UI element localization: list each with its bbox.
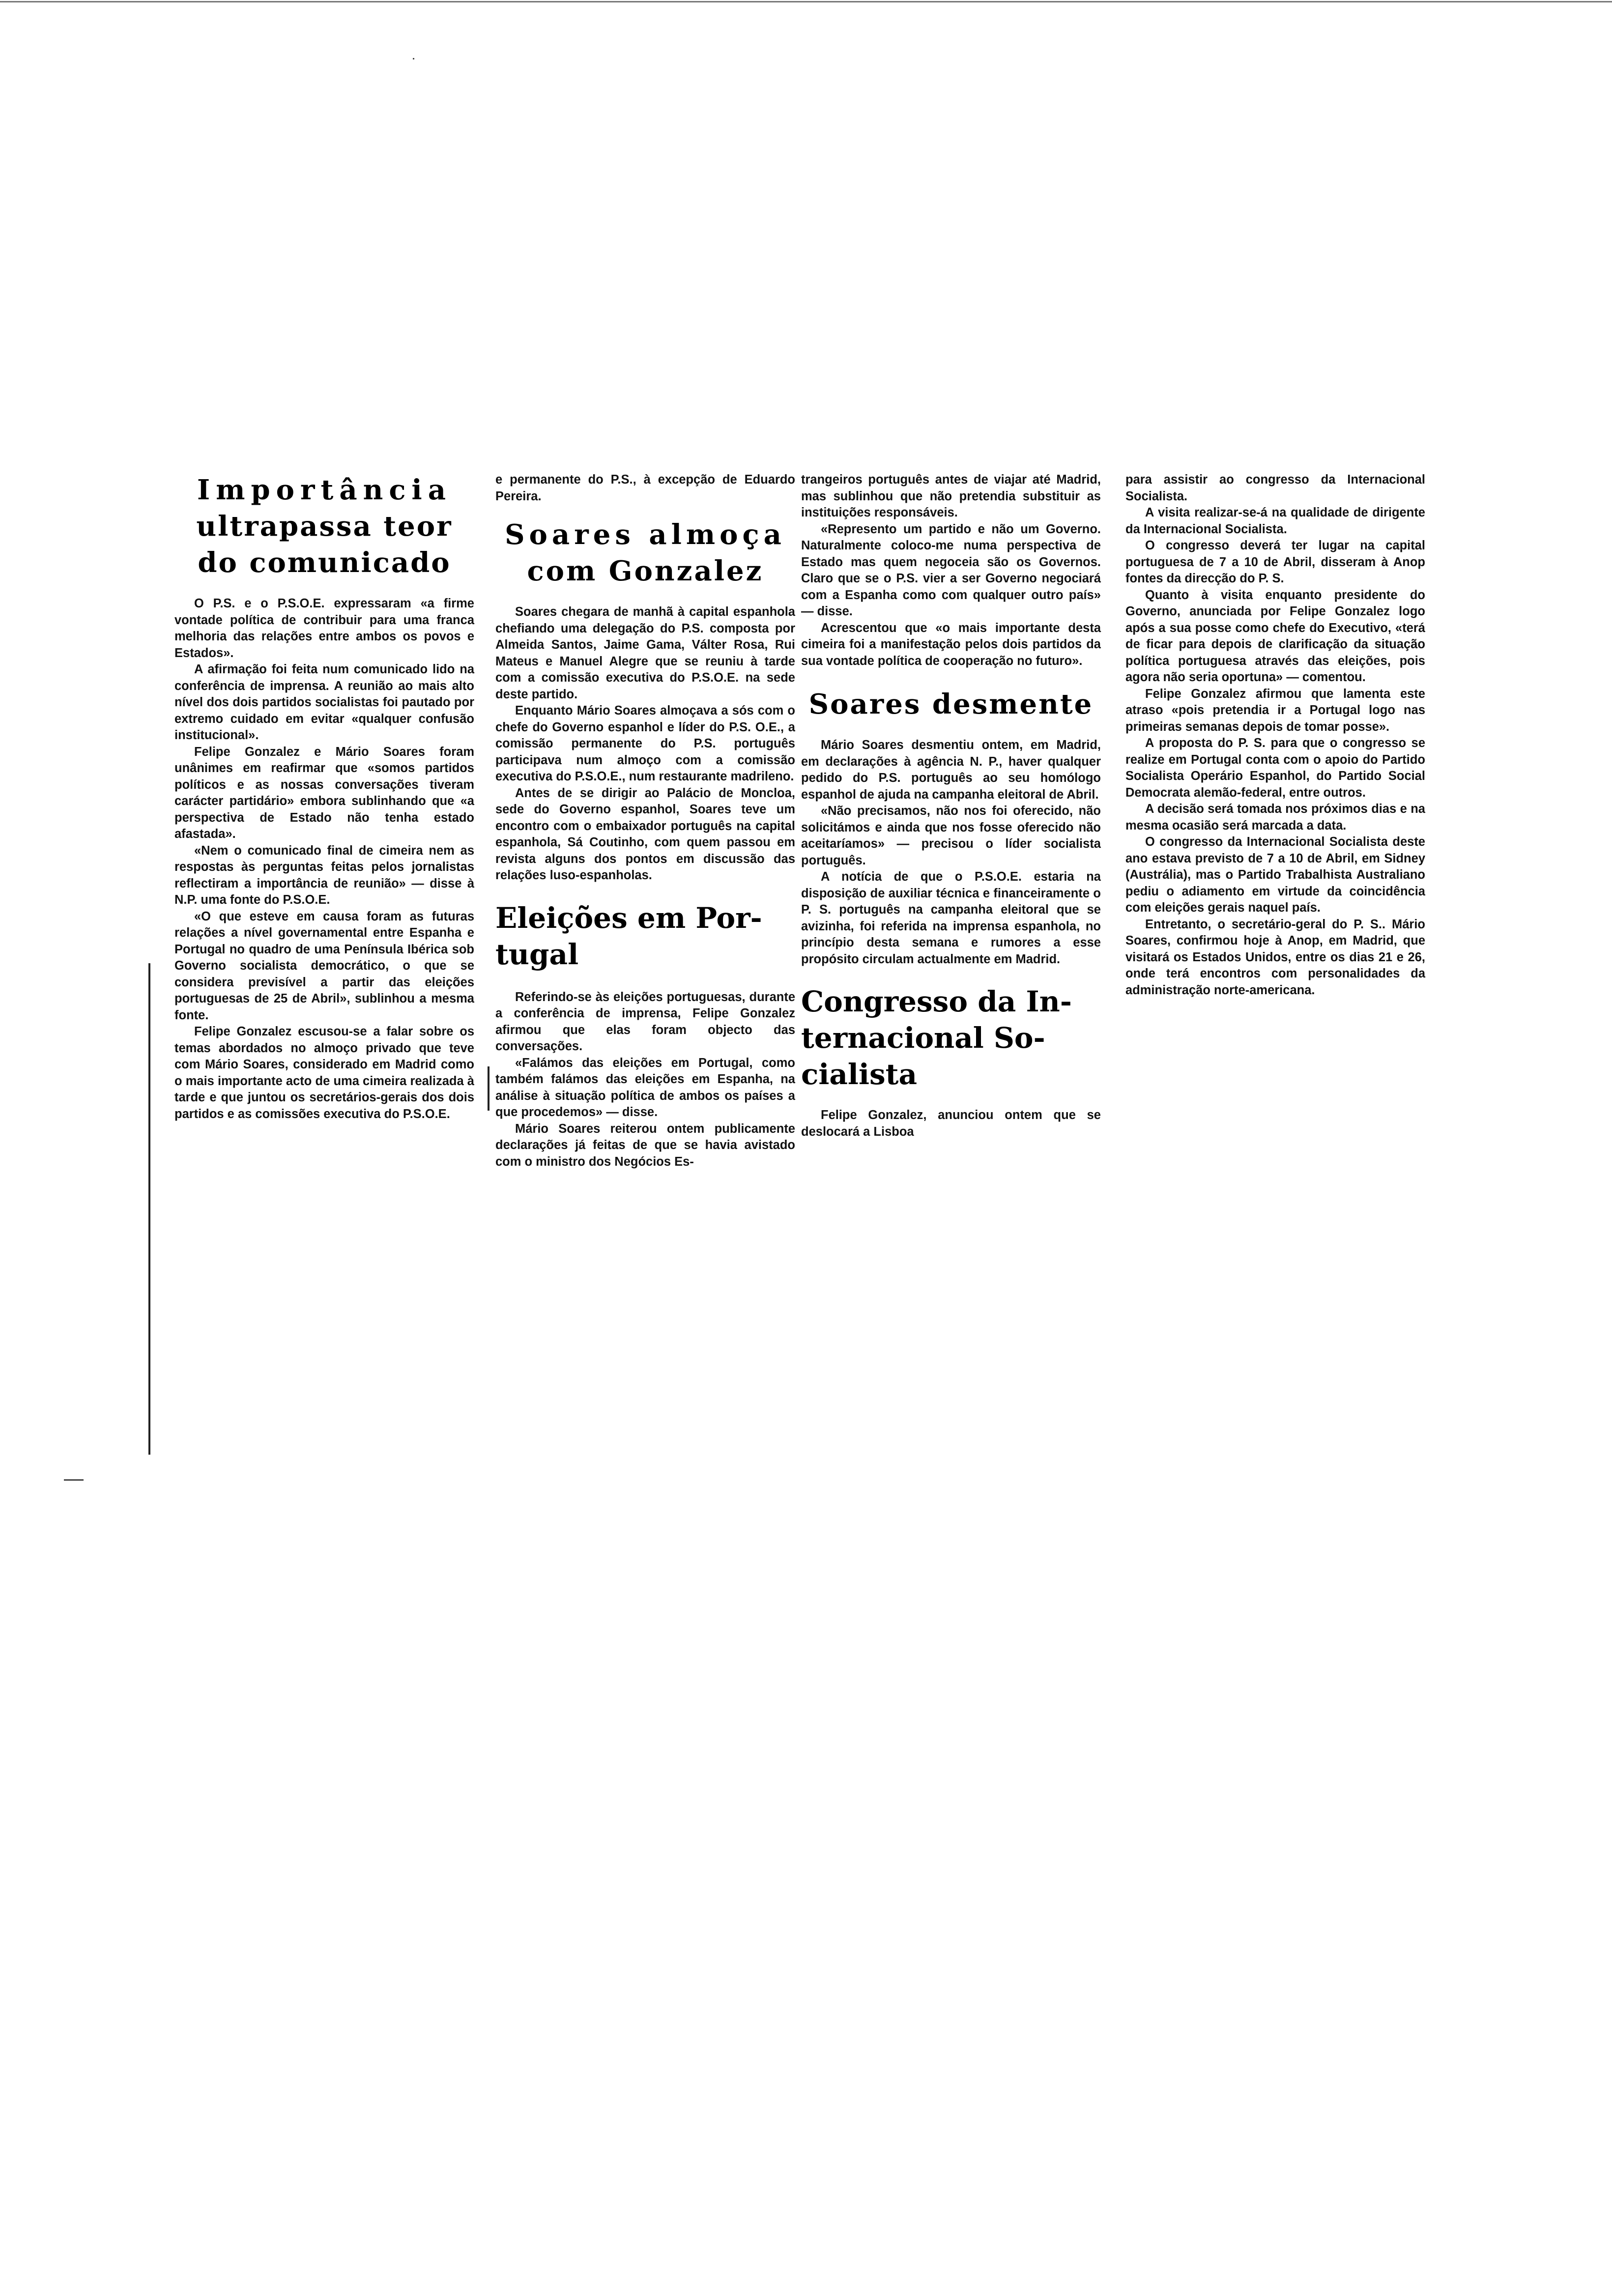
- headline-line: cialista: [801, 1058, 918, 1091]
- paragraph: Mário Soares reiterou ontem publicamente declarações já feitas de que se havia avistado com o ministro dos Negócios Es-: [495, 1121, 795, 1169]
- column-rule: [148, 963, 150, 1455]
- headline-line: ultrapassa teor: [196, 510, 453, 543]
- paragraph: «Nem o comunicado final de cimeira nem as respostas às perguntas feitas pelos jornalistas reflectiram a importância de reunião» — disse à N.P. uma fonte do P.S.O.E.: [174, 843, 474, 907]
- headline-line: Eleições em Por-: [495, 901, 762, 935]
- scan-edge-line: [0, 1, 1612, 2]
- headline-line: Soares desmente: [808, 688, 1094, 720]
- paragraph: «Não precisamos, não nos foi oferecido, não solicitámos e ainda que nos fosse oferecido não aceitaríamos» — precisou o líder socialista português.: [801, 804, 1101, 867]
- paragraph: Enquanto Mário Soares almoçava a sós com o chefe do Governo espanhol e líder do P.S. O.E., a comissão permanente do P.S. português participava num almoço com a comissão executiva do P.S.O.E., num restaurante madrileno.: [495, 704, 795, 783]
- paragraph: A notícia de que o P.S.O.E. estaria na disposição de auxiliar técnica e financeiramente o P. S. português na campanha eleitoral que se avizinha, foi referida na imprensa espanhola, no princípio desta semana e rumores a esse propósito circulam actualmente em Madrid.: [801, 870, 1101, 966]
- paragraph: para assistir ao congresso da Internacional Socialista.: [1125, 473, 1425, 503]
- paragraph: A proposta do P. S. para que o congresso se realize em Portugal conta com o apoio do Partido Socialista Operário Espanhol, do Partido Social Democrata alemão-federal, entre outros.: [1125, 736, 1425, 800]
- paragraph: Antes de se dirigir ao Palácio de Moncloa, sede do Governo espanhol, Soares teve um encontro com o embaixador português na capital espanhola, Sá Coutinho, com quem passou em revista alguns dos pontos em discussão das relações luso-espanholas.: [495, 786, 795, 882]
- paragraph: A decisão será tomada nos próximos dias e na mesma ocasião será marcada a data.: [1125, 802, 1425, 832]
- paragraph: Acrescentou que «o mais importante desta cimeira foi a manifestação pelos dois partidos da sua vontade política de cooperação no futuro».: [801, 621, 1101, 668]
- headline-line: com Gonzalez: [527, 555, 764, 587]
- paragraph: Felipe Gonzalez e Mário Soares foram unânimes em reafirmar que «somos partidos políticos e as nossas conversações tiveram carácter partidário» embora sublinhando que «a perspectiva de Estado não tenha estado afastada».: [174, 745, 474, 841]
- paragraph: trangeiros português antes de viajar até Madrid, mas sublinhou que não pretendia substituir as instituições responsáveis.: [801, 473, 1101, 519]
- paragraph: «O que esteve em causa foram as futuras relações a nível governamental entre Espanha e Portugal no quadro de uma Península Ibérica sob Governo socialista democrático, o que se considera previsível a partir das eleições portuguesas de 25 de Abril», sublinhou a mesma fonte.: [174, 909, 474, 1022]
- column-1: [174, 472, 474, 1122]
- paragraph: Felipe Gonzalez escusou-se a falar sobre os temas abordados no almoço privado que teve com Mário Soares, considerado em Madrid como o mais importante acto de uma cimeira realizada à tarde e que juntou os secretários-gerais dos dois partidos e as comissões executiva do P.S.O.E.: [174, 1025, 474, 1121]
- column-3: [801, 472, 1101, 1140]
- paragraph: O P.S. e o P.S.O.E. expressaram «a firme vontade política de contribuir para uma franca melhoria das relações entre ambos os povos e Estados».: [174, 597, 474, 660]
- scan-mark: [64, 1479, 84, 1481]
- column-rule: [488, 1066, 489, 1111]
- headline-importancia: [174, 472, 474, 581]
- paragraph: Felipe Gonzalez, anunciou ontem que se deslocará a Lisboa: [801, 1108, 1101, 1139]
- headline-congresso: [801, 983, 1101, 1092]
- paragraph: O congresso da Internacional Socialista deste ano estava previsto de 7 a 10 de Abril, em Sidney (Austrália), mas o Partido Trabalhista Australiano pediu o adiamento em virtude da coincidência com eleições gerais naquel país.: [1125, 835, 1425, 915]
- headline-line: Congresso da In-: [801, 985, 1072, 1018]
- paragraph: A visita realizar-se-á na qualidade de dirigente da Internacional Socialista.: [1125, 506, 1425, 536]
- column-2: [495, 472, 795, 1170]
- paragraph: «Represento um partido e não um Governo. Naturalmente coloco-me numa perspectiva de Estado mas quem negoceia são os Governos. Claro que se o P.S. vier a ser Governo negociará com a Espanha como com qualquer outro país» — disse.: [801, 522, 1101, 618]
- headline-soares-desmente: [801, 686, 1101, 722]
- paragraph: Entretanto, o secretário-geral do P. S.. Mário Soares, confirmou hoje à Anop, em Madrid, que visitará os Estados Unidos, entre os dias 21 e 26, onde terá encontros com personalidades da administração norte-americana.: [1125, 917, 1425, 997]
- headline-line: Importância: [197, 474, 452, 506]
- headline-eleicoes: [495, 900, 795, 973]
- paragraph: O congresso deverá ter lugar na capital portuguesa de 7 a 10 de Abril, disseram à Anop fontes da direcção do P. S.: [1125, 539, 1425, 585]
- paragraph: e permanente do P.S., à excepção de Eduardo Pereira.: [495, 473, 795, 503]
- headline-line: tugal: [495, 937, 579, 971]
- paragraph: Felipe Gonzalez afirmou que lamenta este atraso «pois pretendia ir a Portugal logo nas primeiras semanas depois de tomar posse».: [1125, 687, 1425, 734]
- paragraph: «Falámos das eleições em Portugal, como também falámos das eleições em Espanha, na análise à situação política de ambos os países a que procedemos» — disse.: [495, 1056, 795, 1119]
- paragraph: Mário Soares desmentiu ontem, em Madrid, em declarações à agência N. P., haver qualquer pedido do P.S. português ao seu homólogo espanhol de ajuda na campanha eleitoral de Abril.: [801, 738, 1101, 802]
- headline-line: ternacional So-: [801, 1021, 1045, 1055]
- scan-mark: [413, 58, 414, 59]
- headline-line: Soares almoça: [505, 518, 786, 551]
- headline-soares-almoca: [495, 517, 795, 589]
- paragraph: Soares chegara de manhã à capital espanhola chefiando uma delegação do P.S. composta por Almeida Santos, Jaime Gama, Válter Rosa, Rui Mateus e Manuel Alegre que se reuniu à tarde com a comissão executiva do P.S.O.E. na sede deste partido.: [495, 605, 795, 701]
- column-4: [1125, 472, 1425, 999]
- headline-line: do comunicado: [198, 546, 451, 579]
- paragraph: Referindo-se às eleições portuguesas, durante a conferência de imprensa, Felipe Gonzalez afirmou que elas foram objecto das conversações.: [495, 990, 795, 1053]
- paragraph: A afirmação foi feita num comunicado lido na conferência de imprensa. A reunião ao mais alto nível dos dois partidos socialistas foi pautado por extremo cuidado em evitar «qualquer confusão institucional».: [174, 662, 474, 742]
- paragraph: Quanto à visita enquanto presidente do Governo, anunciada por Felipe Gonzalez logo após a sua posse como chefe do Executivo, «terá de ficar para depois de clarificação da situação política portuguesa através das eleições, pois agora não seria oportuna» — comentou.: [1125, 588, 1425, 684]
